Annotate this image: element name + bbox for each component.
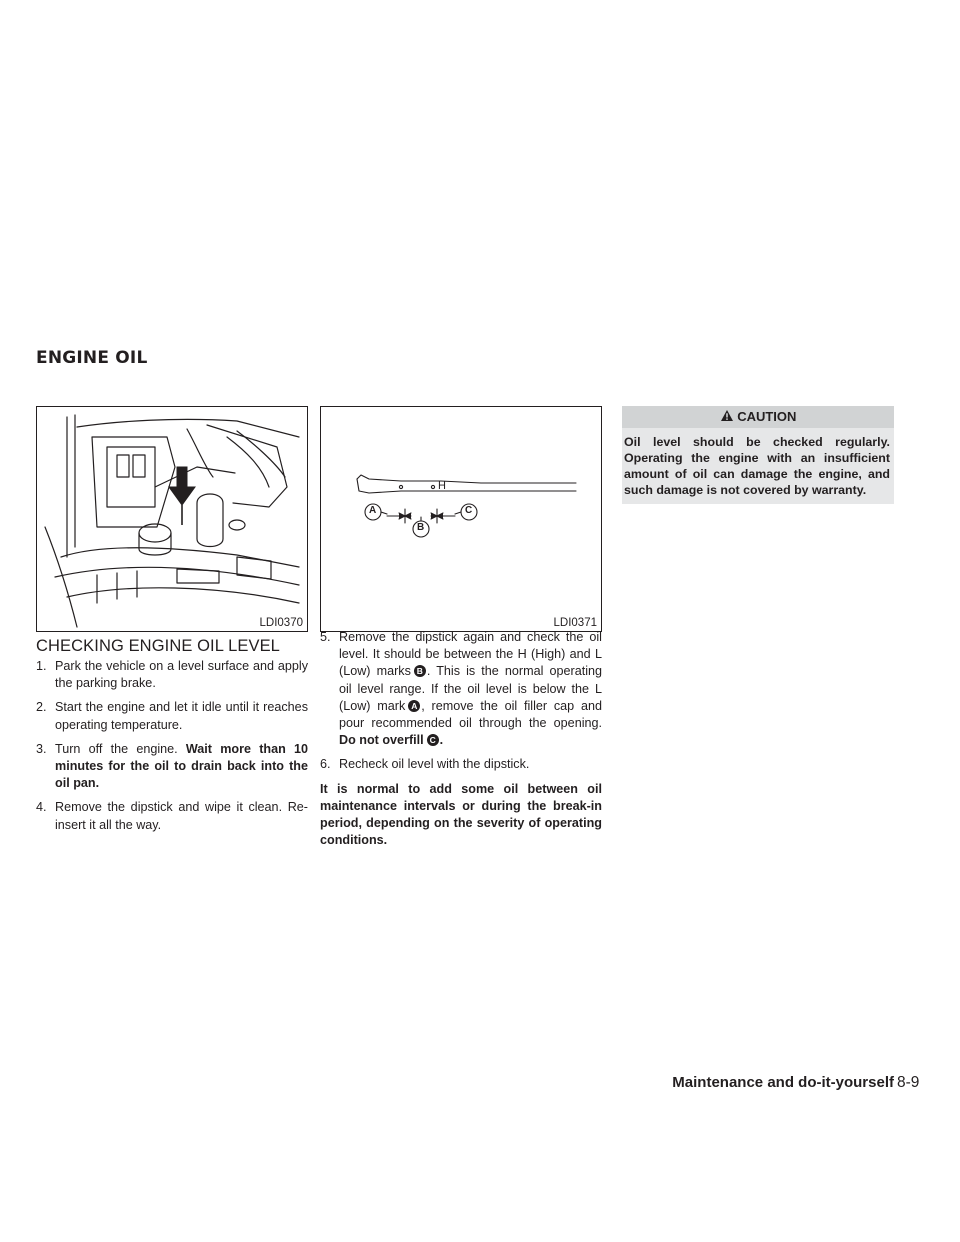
step-number: 2. [36, 700, 47, 715]
subheading: CHECKING ENGINE OIL LEVEL [36, 637, 280, 655]
step-number: 3. [36, 741, 47, 756]
step-number: 5. [320, 630, 331, 644]
step-emphasis: Do not overfill [339, 733, 424, 748]
step-end: . [439, 733, 444, 748]
step-text: . This is the normal operating oil level range. If the oil level is below the L (Low) mark [339, 664, 602, 713]
step-text: , remove the oil filler cap and pour recommended oil through the opening. [339, 698, 602, 731]
dipstick-diagram [321, 407, 602, 632]
step-6 [320, 756, 602, 773]
step-1 [36, 658, 308, 692]
label-c: C [465, 505, 473, 516]
step-text: Start the engine and let it idle until it reaches operating temperature. [55, 700, 308, 732]
figure-code: LDI0371 [551, 617, 597, 629]
notice-text: It is normal to add some oil between oil maintenance intervals or during the break-in period, depending on the severity of operating conditions. [320, 781, 602, 848]
step-number: 1. [36, 659, 47, 673]
warning-triangle-icon [720, 409, 734, 422]
mark-c-badge: C [427, 734, 439, 746]
steps-column-1 [36, 658, 308, 841]
step-text: Remove the dipstick again and check the oil level. It should be between the H (High) and L (Low) marks [339, 630, 602, 679]
step-text: Recheck oil level with the dipstick. [339, 757, 530, 772]
caution-header [622, 406, 894, 428]
mark-b-badge: B [414, 665, 426, 677]
figure-engine-bay [36, 406, 308, 632]
caution-text: Oil level should be checked regularly. Operating the engine with an insufficient amount of oil can damage the engine, and such damage is not covered by warranty. [624, 435, 890, 497]
figure-dipstick [320, 406, 602, 632]
step-emphasis: Wait more than 10 minutes for the oil to drain back into the oil pan. [55, 741, 309, 791]
step-number: 4. [36, 800, 47, 815]
step-5 [320, 629, 602, 749]
step-text: Turn off the engine. [55, 741, 178, 756]
dipstick-arrow-icon [37, 407, 308, 632]
dipstick-high-mark: H [438, 480, 446, 492]
label-a: A [369, 505, 377, 516]
step-text: Remove the dipstick and wipe it clean. Re-insert it all the way. [55, 800, 308, 832]
step-number: 6. [320, 757, 331, 772]
section-title: ENGINE OIL [36, 348, 148, 368]
steps-column-2 [320, 629, 602, 849]
step-4 [36, 799, 308, 833]
step-text: Park the vehicle on a level surface and apply the parking brake. [55, 659, 308, 691]
page-number: 8-9 [897, 1074, 920, 1091]
caution-box [622, 406, 894, 504]
figure-code: LDI0370 [257, 617, 303, 629]
label-b: B [417, 522, 425, 533]
step-3 [36, 741, 308, 793]
caution-title: CAUTION [737, 409, 797, 424]
mark-a-badge: A [408, 700, 420, 712]
step-2 [36, 699, 308, 733]
footer-chapter-label: Maintenance and do-it-yourself [672, 1074, 894, 1091]
